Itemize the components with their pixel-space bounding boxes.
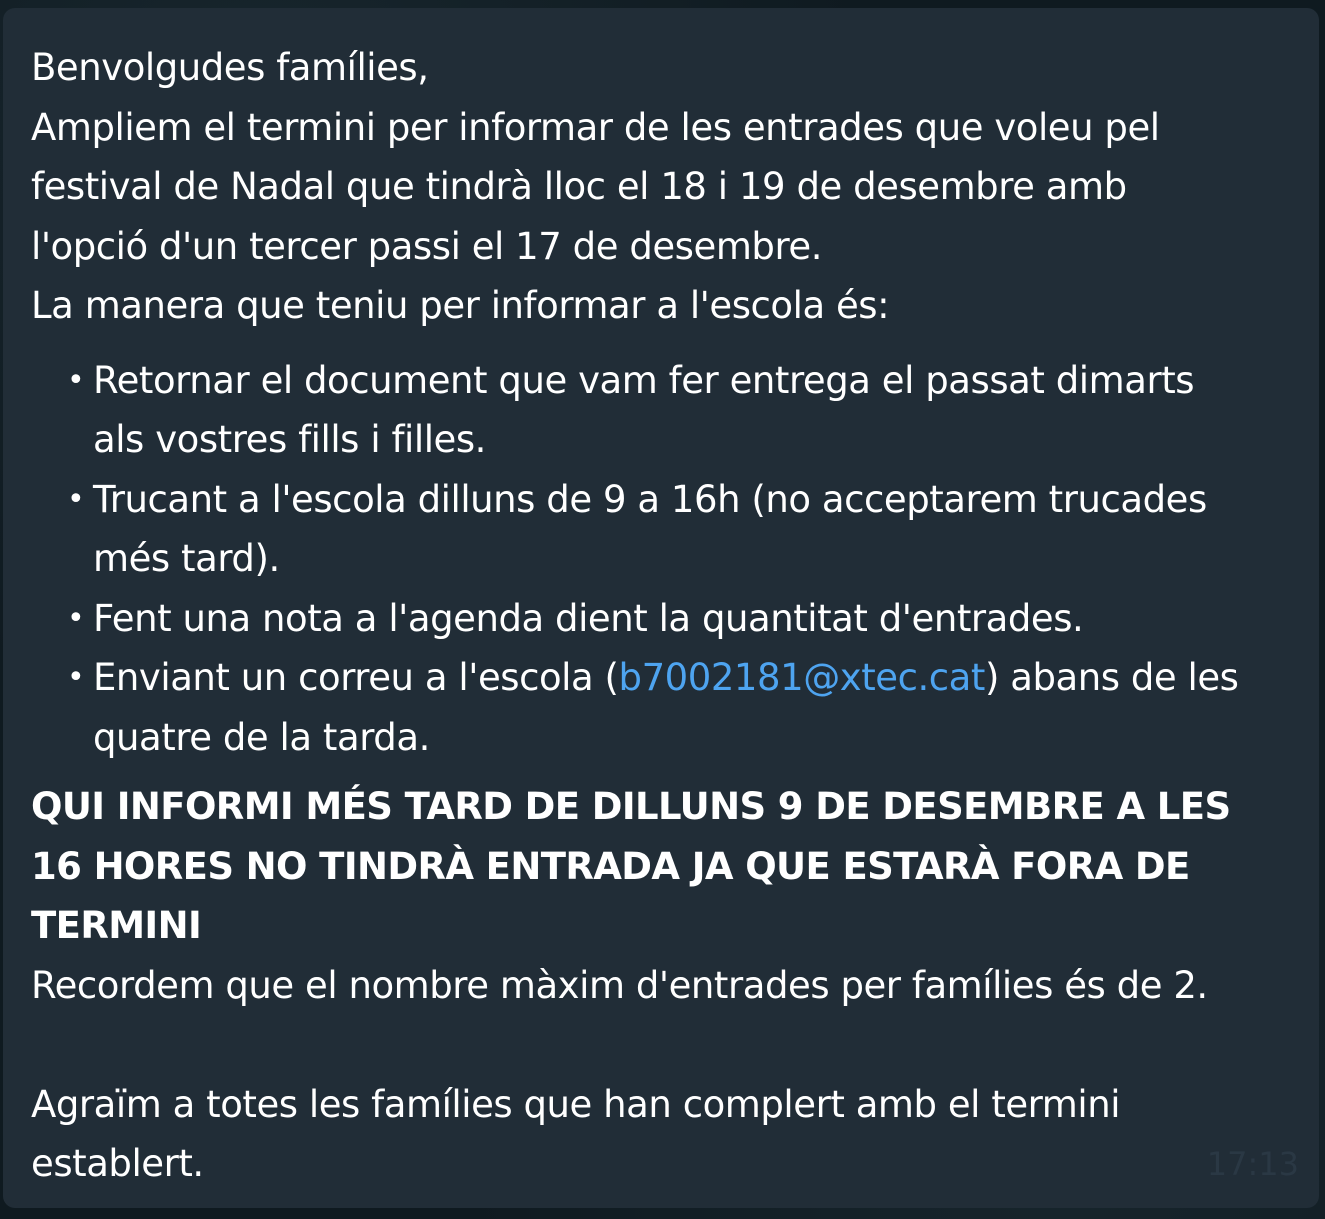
list-item: [31, 351, 1295, 470]
intro-line: Ampliem el termini per informar de les entrades que voleu pel: [31, 105, 1160, 149]
list-item-text-before: Enviant un correu a l'escola (: [93, 656, 619, 699]
thanks-line: establert.: [31, 1142, 204, 1185]
intro-line: festival de Nadal que tindrà lloc el 18 i 19 de desembre amb: [31, 165, 1127, 208]
notice-line: 16 HORES NO TINDRÀ ENTRADA JA QUE ESTARÀ FORA DE: [31, 844, 1190, 888]
list-item-text-after: ) abans de les: [984, 656, 1239, 699]
notice-line: TERMINI: [31, 904, 202, 947]
method-list: [31, 351, 1295, 768]
notice-line: QUI INFORMI MÉS TARD DE DILLUNS 9 DE DESEMBRE A LES: [31, 785, 1231, 828]
message-timestamp: 17:13: [1206, 1144, 1299, 1183]
list-item: [31, 470, 1295, 589]
blank-line: [31, 1015, 1295, 1075]
method-intro-text: La manera que teniu per informar a l'escola és:: [31, 284, 890, 327]
message-bubble[interactable]: [3, 8, 1319, 1208]
list-item-text: quatre de la tarda.: [93, 715, 430, 759]
list-item: [31, 648, 1295, 767]
intro-line: l'opció d'un tercer passi el 17 de desembre.: [31, 224, 823, 268]
list-item-text: [93, 648, 1295, 708]
list-item-text: Trucant a l'escola dilluns de 9 a 16h (no acceptarem trucades: [93, 477, 1207, 521]
list-item-text: Retornar el document que vam fer entrega el passat dimarts: [93, 358, 1195, 402]
list-item-text: més tard).: [93, 537, 280, 580]
thanks-line: Agraïm a totes les famílies que han complert amb el termini: [31, 1082, 1121, 1126]
list-item: [31, 589, 1295, 649]
bullet-icon: •: [67, 600, 85, 636]
reminder-text: Recordem que el nombre màxim d'entrades per famílies és de 2.: [31, 963, 1208, 1007]
bullet-icon: •: [67, 362, 85, 398]
list-item-text: als vostres fills i filles.: [93, 418, 486, 461]
bullet-icon: •: [67, 660, 85, 695]
bullet-icon: •: [67, 481, 85, 517]
greeting-text: Benvolgudes famílies,: [31, 46, 429, 89]
list-item-text: Fent una nota a l'agenda dient la quantitat d'entrades.: [93, 596, 1084, 640]
email-link[interactable]: b7002181@xtec.cat: [618, 656, 985, 699]
deadline-notice: [31, 777, 1295, 956]
